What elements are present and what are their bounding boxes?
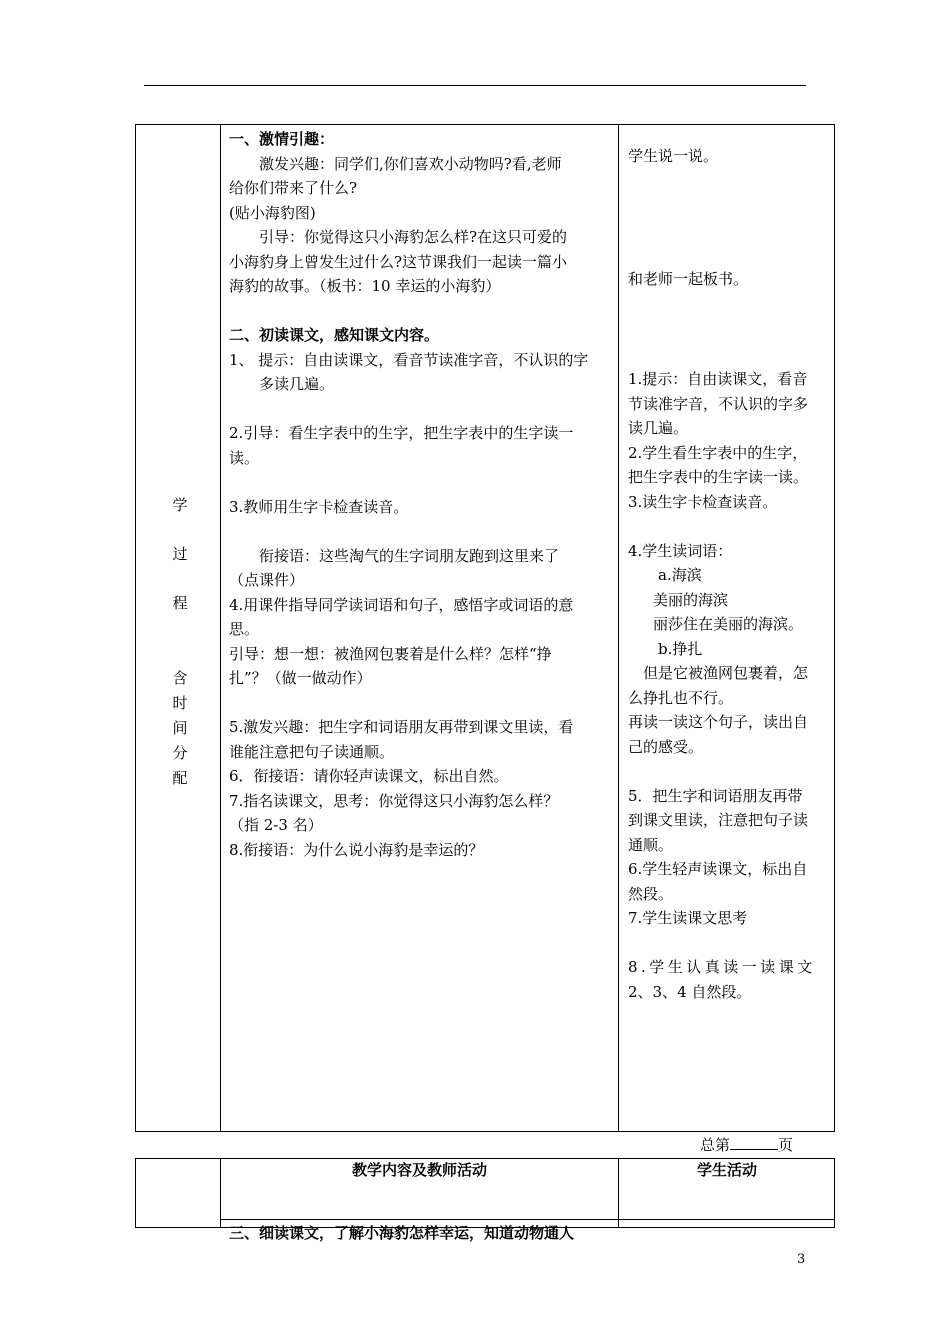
text-line: 学生说一说。 (628, 147, 719, 165)
text-line: 6．衔接语：请你轻声读课文，标出自然。 (229, 767, 509, 785)
section-3-title: 三、细读课文，了解小海豹怎样幸运，知道动物通人 (229, 1224, 575, 1242)
label-char: 时 (172, 694, 188, 712)
label-char: 间 (172, 719, 188, 737)
page-counter-prefix: 总第 (700, 1136, 731, 1154)
text-line: 但是它被渔网包裹着，怎 (643, 664, 809, 682)
page-number: 3 (797, 1252, 806, 1267)
text-line: 小海豹身上曾发生过什么?这节课我们一起读一篇小 (229, 252, 568, 271)
table2-row-rule (221, 1219, 835, 1220)
text-line: 海豹的故事。（板书：10 幸运的小海豹） (229, 277, 501, 295)
text-line: 给你们带来了什么? (229, 179, 358, 197)
text-line: 5.激发兴趣：把生字和词语朋友再带到课文里读，看 (229, 718, 574, 736)
table-divider-right (618, 124, 619, 1132)
label-char: 过 (172, 545, 188, 563)
label-char: 配 (172, 769, 188, 787)
col-header-teacher: 教学内容及教师活动 (351, 1161, 487, 1179)
label-char: 分 (172, 744, 188, 762)
label-char: 学 (172, 496, 188, 514)
text-line: a.海滨 (658, 566, 702, 584)
text-line: 己的感受。 (628, 737, 704, 756)
text-line: 7.指名读课文，思考：你觉得这只小海豹怎么样？ (229, 791, 559, 810)
text-line: 然段。 (628, 884, 674, 903)
text-line: （点课件） (229, 571, 305, 589)
text-line: 5．把生字和词语朋友再带 (628, 786, 803, 805)
section-2-title: 二、初读课文，感知课文内容。 (229, 326, 440, 344)
text-line: 2、3、4 自然段。 (628, 982, 752, 1001)
text-line: 节读准字音，不认识的字多 (628, 394, 809, 413)
student-activities-2 (628, 267, 828, 292)
table-divider-left (220, 124, 221, 1132)
text-line: 谁能注意把句子读通顺。 (229, 742, 395, 761)
text-line: (贴小海豹图) (229, 203, 316, 222)
text-line: 通顺。 (628, 835, 674, 854)
header-rule (144, 85, 806, 86)
text-line: 8.衔接语：为什么说小海豹是幸运的？ (229, 840, 484, 859)
text-line: 8.学生认真读一读课文 (628, 958, 816, 976)
page-counter-suffix: 页 (778, 1136, 794, 1154)
text-line: 么挣扎也不行。 (628, 688, 734, 707)
text-line: 思。 (229, 620, 260, 638)
text-line: 4.用课件指导同学读词语和句子，感悟字或词语的意 (229, 595, 574, 614)
text-line: 到课文里读，注意把句子读 (628, 811, 809, 829)
page-blank (730, 1133, 778, 1150)
text-line: 引导：想一想：被渔网包裹着是什么样？怎样“挣 (229, 644, 552, 663)
text-line: 1、 提示：自由读课文，看音节读准字音，不认识的字 (229, 350, 589, 369)
col-header-student: 学生活动 (696, 1161, 757, 1179)
teacher-activities (229, 127, 613, 862)
student-activities-3 (628, 367, 828, 1004)
label-char: 程 (172, 594, 188, 612)
text-line: 激发兴趣：同学们,你们喜欢小动物吗?看,老师 (259, 154, 562, 173)
text-line: 丽莎住在美丽的海滨。 (653, 615, 804, 633)
label-char: 含 (172, 669, 188, 687)
section-1-title: 一、激情引趣： (229, 130, 335, 148)
text-line: （指 2-3 名） (229, 816, 323, 834)
text-line: 把生字表中的生字读一读。 (628, 468, 809, 486)
text-line: 引导：你觉得这只小海豹怎么样?在这只可爱的 (259, 228, 568, 246)
text-line: 3.教师用生字卡检查读音。 (229, 497, 409, 516)
text-line: 3.读生字卡检查读音。 (628, 492, 778, 511)
student-activities (628, 144, 828, 169)
page-counter (700, 1133, 793, 1158)
text-line: 4.学生读词语： (628, 541, 733, 560)
text-line: 美丽的海滨 (653, 590, 729, 609)
text-line: 2.学生看生字表中的生字， (628, 443, 808, 462)
text-line: 读几遍。 (628, 419, 689, 437)
text-line: 6.学生轻声读课文，标出自 (628, 860, 808, 878)
text-line: 1.提示：自由读课文，看音 (628, 370, 808, 388)
text-line: 再读一读这个句子，读出自 (628, 713, 809, 731)
text-line: 多读几遍。 (259, 375, 335, 393)
text-line: b.挣扎 (658, 639, 703, 658)
text-line: 2.引导：看生字表中的生字，把生字表中的生字读一 (229, 424, 574, 442)
text-line: 7.学生读课文思考 (628, 909, 748, 927)
text-line: 读。 (229, 448, 260, 467)
text-line: 扎”？（做一做动作） (229, 669, 372, 687)
text-line: 衔接语：这些淘气的生字词朋友跑到这里来了 (259, 546, 560, 565)
text-line: 和老师一起板书。 (628, 270, 749, 288)
